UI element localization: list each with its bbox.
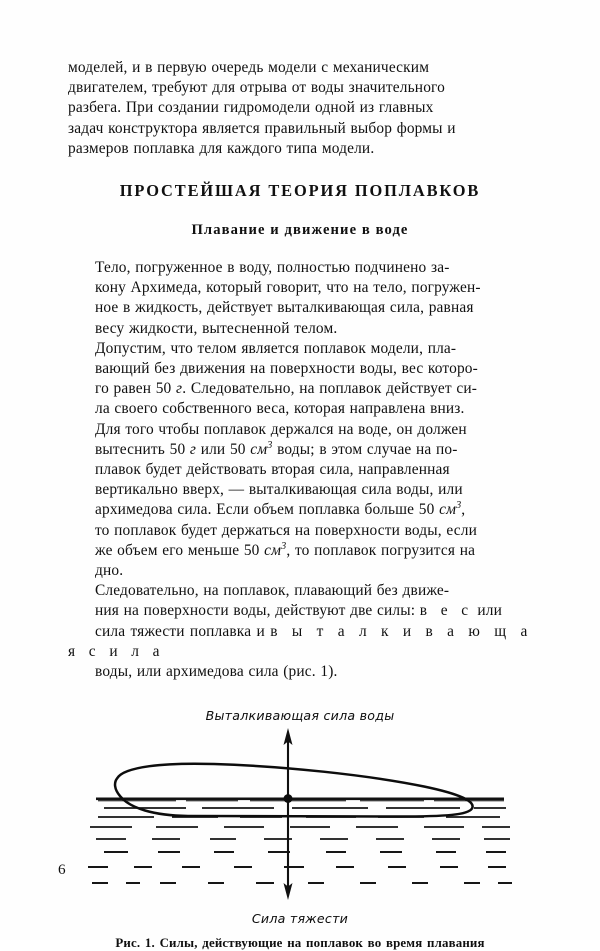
line: двигателем, требуют для отрыва от воды значительного — [68, 79, 445, 97]
unit-gram: г — [189, 440, 197, 458]
section-heading: ПРОСТЕЙШАЯ ТЕОРИЯ ПОПЛАВКОВ — [119, 181, 481, 201]
water-surface-line — [96, 798, 504, 802]
text-column — [68, 58, 532, 951]
line: вытеснить 50 г или 50 $см^3$ воды; в этом случае на по- — [95, 439, 458, 458]
line: Тело, погруженное в воду, полностью подчинено за- — [95, 259, 450, 277]
unit-cubic-cm: см — [250, 440, 268, 458]
line: Допустим, что телом является поплавок модели, пла- — [95, 339, 457, 357]
unit-cubic-cm: см — [439, 501, 457, 519]
line: го равен 50 г. Следовательно, на поплавок действует си- — [95, 380, 477, 398]
figure-label-gravity-force: Сила тяжести — [251, 911, 349, 927]
emphasis-weight: в е с — [419, 602, 473, 620]
subsection-heading: Плавание и движение в воде — [191, 222, 409, 239]
figure-1-drawing — [68, 728, 532, 904]
page-number: 6 — [58, 861, 66, 878]
line: ла своего собственного веса, которая направлена вниз. — [95, 400, 465, 418]
figure-1 — [68, 708, 532, 926]
line: плавок будет действовать вторая сила, направленная — [95, 461, 450, 479]
line: ния на поверхности воды, действуют две силы: в е с или — [95, 602, 502, 620]
figure-caption: Рис. 1. Силы, действующие на поплавок во время плавания — [115, 936, 485, 951]
center-point-marker — [284, 794, 293, 803]
line: то поплавок будет держаться на поверхности воды, если — [95, 521, 477, 539]
paragraph-4 — [68, 581, 532, 682]
unit-exponent: 3 — [281, 540, 287, 552]
unit-exponent: 3 — [267, 439, 273, 451]
line: же объем его меньше 50 $см^3$, то поплавок погрузится на — [95, 540, 476, 559]
line: разбега. При создании гидромодели одной из главных — [68, 99, 434, 117]
line: Для того чтобы поплавок держался на воде, он должен — [95, 420, 467, 438]
line: кону Архимеда, который говорит, что на тело, погружен- — [95, 279, 481, 297]
line: архимедова сила. Если объем поплавка больше 50 $см^3$, — [95, 500, 466, 519]
water-dashes — [88, 808, 512, 883]
line: размеров поплавка для каждого типа модели. — [68, 139, 375, 157]
line: вающий без движения на поверхности воды, вес которо- — [95, 360, 478, 378]
paragraph-3 — [68, 339, 532, 581]
paragraph-1 — [68, 58, 532, 159]
emphasis-buoyant-force: в ы т а л к и в а ю щ а я с и л а — [68, 622, 532, 660]
unit-gram: г — [176, 380, 183, 398]
line: моделей, и в первую очередь модели с механическим — [68, 59, 430, 76]
line: сила тяжести поплавка и в ы т а л к и в а ю щ а я с и л а — [68, 622, 532, 660]
line: весу жидкости, вытесненной телом. — [95, 319, 338, 337]
unit-cubic-cm: см — [264, 541, 282, 559]
line: вертикально вверх, — выталкивающая сила воды, или — [95, 481, 463, 499]
unit-exponent: 3 — [456, 500, 462, 512]
line: Следовательно, на поплавок, плавающий без движе- — [95, 582, 450, 600]
line: задач конструктора является правильный выбор формы и — [68, 119, 456, 137]
line: воды, или архимедова сила (рис. 1). — [95, 663, 338, 681]
figure-label-buoyant-force: Выталкивающая сила воды — [205, 708, 395, 724]
paragraph-2 — [68, 258, 532, 339]
line: дно. — [95, 562, 124, 580]
line: ное в жидкость, действует выталкивающая сила, равная — [95, 299, 474, 317]
